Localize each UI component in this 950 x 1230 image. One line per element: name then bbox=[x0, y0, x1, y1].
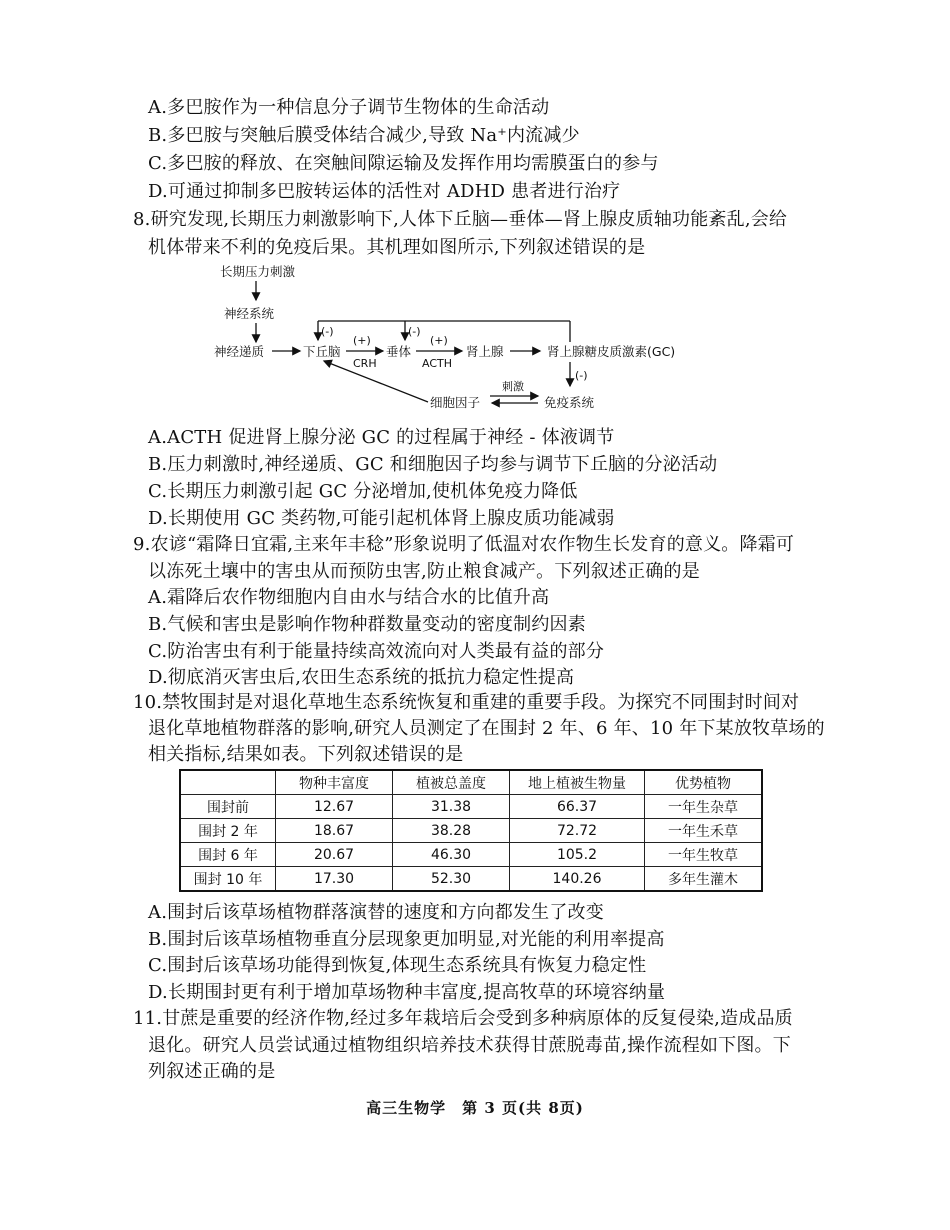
table-header-row bbox=[180, 770, 762, 795]
label-minus-immune: (-) bbox=[575, 369, 588, 382]
node-pituitary: 垂体 bbox=[386, 344, 412, 359]
table-cell: 围封 2 年 bbox=[180, 819, 276, 843]
q8-stem-line2: 机体带来不利的免疫后果。其机理如图所示,下列叙述错误的是 bbox=[148, 237, 646, 258]
table-cell: 46.30 bbox=[393, 843, 510, 867]
table-cell: 18.67 bbox=[276, 819, 393, 843]
table-header-cell: 植被总盖度 bbox=[393, 770, 510, 795]
q9-option-b: B.气候和害虫是影响作物种群数量变动的密度制约因素 bbox=[148, 614, 586, 635]
table-header-cell: 地上植被生物量 bbox=[510, 770, 645, 795]
label-plus-acth: (+) bbox=[430, 334, 448, 347]
q10-data-table bbox=[179, 769, 763, 892]
table-header-cell: 优势植物 bbox=[645, 770, 763, 795]
q8-mechanism-diagram bbox=[200, 262, 720, 422]
table-cell: 17.30 bbox=[276, 867, 393, 892]
table-cell: 一年生禾草 bbox=[645, 819, 763, 843]
table-row bbox=[180, 819, 762, 843]
label-crh: CRH bbox=[353, 357, 377, 370]
table-row bbox=[180, 795, 762, 819]
table-cell: 52.30 bbox=[393, 867, 510, 892]
q10-option-c: C.围封后该草场功能得到恢复,体现生态系统具有恢复力稳定性 bbox=[148, 955, 647, 976]
table-cell: 66.37 bbox=[510, 795, 645, 819]
node-neurotransmitter: 神经递质 bbox=[214, 344, 265, 359]
node-adrenal: 肾上腺 bbox=[466, 344, 504, 359]
table-header-cell: 物种丰富度 bbox=[276, 770, 393, 795]
table-cell: 12.67 bbox=[276, 795, 393, 819]
table-row bbox=[180, 843, 762, 867]
table-cell: 38.28 bbox=[393, 819, 510, 843]
q8-option-c: C.长期压力刺激引起 GC 分泌增加,使机体免疫力降低 bbox=[148, 481, 578, 502]
table-cell: 31.38 bbox=[393, 795, 510, 819]
table-row bbox=[180, 867, 762, 892]
table-header-cell bbox=[180, 770, 276, 795]
q11-stem-line2: 退化。研究人员尝试通过植物组织培养技术获得甘蔗脱毒苗,操作流程如下图。下 bbox=[148, 1035, 791, 1056]
q11-stem-line3: 列叙述正确的是 bbox=[148, 1061, 276, 1082]
node-gc: 肾上腺糖皮质激素(GC) bbox=[547, 344, 676, 359]
q9-stem-line1: 9.农谚“霜降日宜霜,主来年丰稔”形象说明了低温对农作物生长发育的意义。降霜可 bbox=[133, 534, 795, 555]
table-cell: 围封 6 年 bbox=[180, 843, 276, 867]
q9-option-c: C.防治害虫有利于能量持续高效流向对人类最有益的部分 bbox=[148, 641, 605, 662]
table-cell: 一年生牧草 bbox=[645, 843, 763, 867]
q10-option-a: A.围封后该草场植物群落演替的速度和方向都发生了改变 bbox=[148, 902, 604, 923]
q7-option-b: B.多巴胺与突触后膜受体结合减少,导致 Na⁺内流减少 bbox=[148, 125, 580, 146]
node-immune-system: 免疫系统 bbox=[544, 395, 595, 410]
q10-option-b: B.围封后该草场植物垂直分层现象更加明显,对光能的利用率提高 bbox=[148, 929, 665, 950]
table-cell: 20.67 bbox=[276, 843, 393, 867]
q8-option-d: D.长期使用 GC 类药物,可能引起机体肾上腺皮质功能减弱 bbox=[148, 508, 615, 529]
q10-stem-line3: 相关指标,结果如表。下列叙述错误的是 bbox=[148, 744, 464, 765]
q10-stem-line1: 10.禁牧围封是对退化草地生态系统恢复和重建的重要手段。为探究不同围封时间对 bbox=[133, 692, 800, 713]
label-minus-hypothalamus: (-) bbox=[321, 325, 334, 338]
table-cell: 一年生杂草 bbox=[645, 795, 763, 819]
table-cell: 72.72 bbox=[510, 819, 645, 843]
node-hypothalamus: 下丘脑 bbox=[303, 344, 341, 359]
q8-stem-line1: 8.研究发现,长期压力刺激影响下,人体下丘脑—垂体—肾上腺皮质轴功能紊乱,会给 bbox=[133, 209, 788, 230]
page-footer: 高三生物学 第 3 页(共 8页) bbox=[366, 1099, 584, 1117]
table-cell: 围封 10 年 bbox=[180, 867, 276, 892]
node-cytokine: 细胞因子 bbox=[430, 395, 481, 410]
q9-stem-line2: 以冻死土壤中的害虫从而预防虫害,防止粮食减产。下列叙述正确的是 bbox=[148, 561, 700, 582]
q7-option-d: D.可通过抑制多巴胺转运体的活性对 ADHD 患者进行治疗 bbox=[148, 181, 621, 202]
q7-option-c: C.多巴胺的释放、在突触间隙运输及发挥作用均需膜蛋白的参与 bbox=[148, 153, 659, 174]
label-minus-pituitary: (-) bbox=[408, 325, 421, 338]
table-cell: 140.26 bbox=[510, 867, 645, 892]
table-cell: 多年生灌木 bbox=[645, 867, 763, 892]
label-stimulate: 刺激 bbox=[502, 380, 524, 393]
table-cell: 围封前 bbox=[180, 795, 276, 819]
q11-stem-line1: 11.甘蔗是重要的经济作物,经过多年栽培后会受到多种病原体的反复侵染,造成品质 bbox=[133, 1008, 793, 1029]
label-plus-crh: (+) bbox=[353, 334, 371, 347]
table-cell: 105.2 bbox=[510, 843, 645, 867]
q10-option-d: D.长期围封更有利于增加草场物种丰富度,提高牧草的环境容纳量 bbox=[148, 982, 666, 1003]
q8-option-a: A.ACTH 促进肾上腺分泌 GC 的过程属于神经 - 体液调节 bbox=[148, 427, 615, 448]
label-acth: ACTH bbox=[422, 357, 453, 370]
q10-stem-line2: 退化草地植物群落的影响,研究人员测定了在围封 2 年、6 年、10 年下某放牧草场的 bbox=[148, 718, 825, 739]
q9-option-d: D.彻底消灭害虫后,农田生态系统的抵抗力稳定性提高 bbox=[148, 667, 575, 688]
q7-option-a: A.多巴胺作为一种信息分子调节生物体的生命活动 bbox=[148, 97, 550, 118]
q9-option-a: A.霜降后农作物细胞内自由水与结合水的比值升高 bbox=[148, 587, 550, 608]
q8-option-b: B.压力刺激时,神经递质、GC 和细胞因子均参与调节下丘脑的分泌活动 bbox=[148, 454, 718, 475]
node-nervous-system: 神经系统 bbox=[224, 306, 275, 321]
node-stress: 长期压力刺激 bbox=[220, 264, 296, 279]
